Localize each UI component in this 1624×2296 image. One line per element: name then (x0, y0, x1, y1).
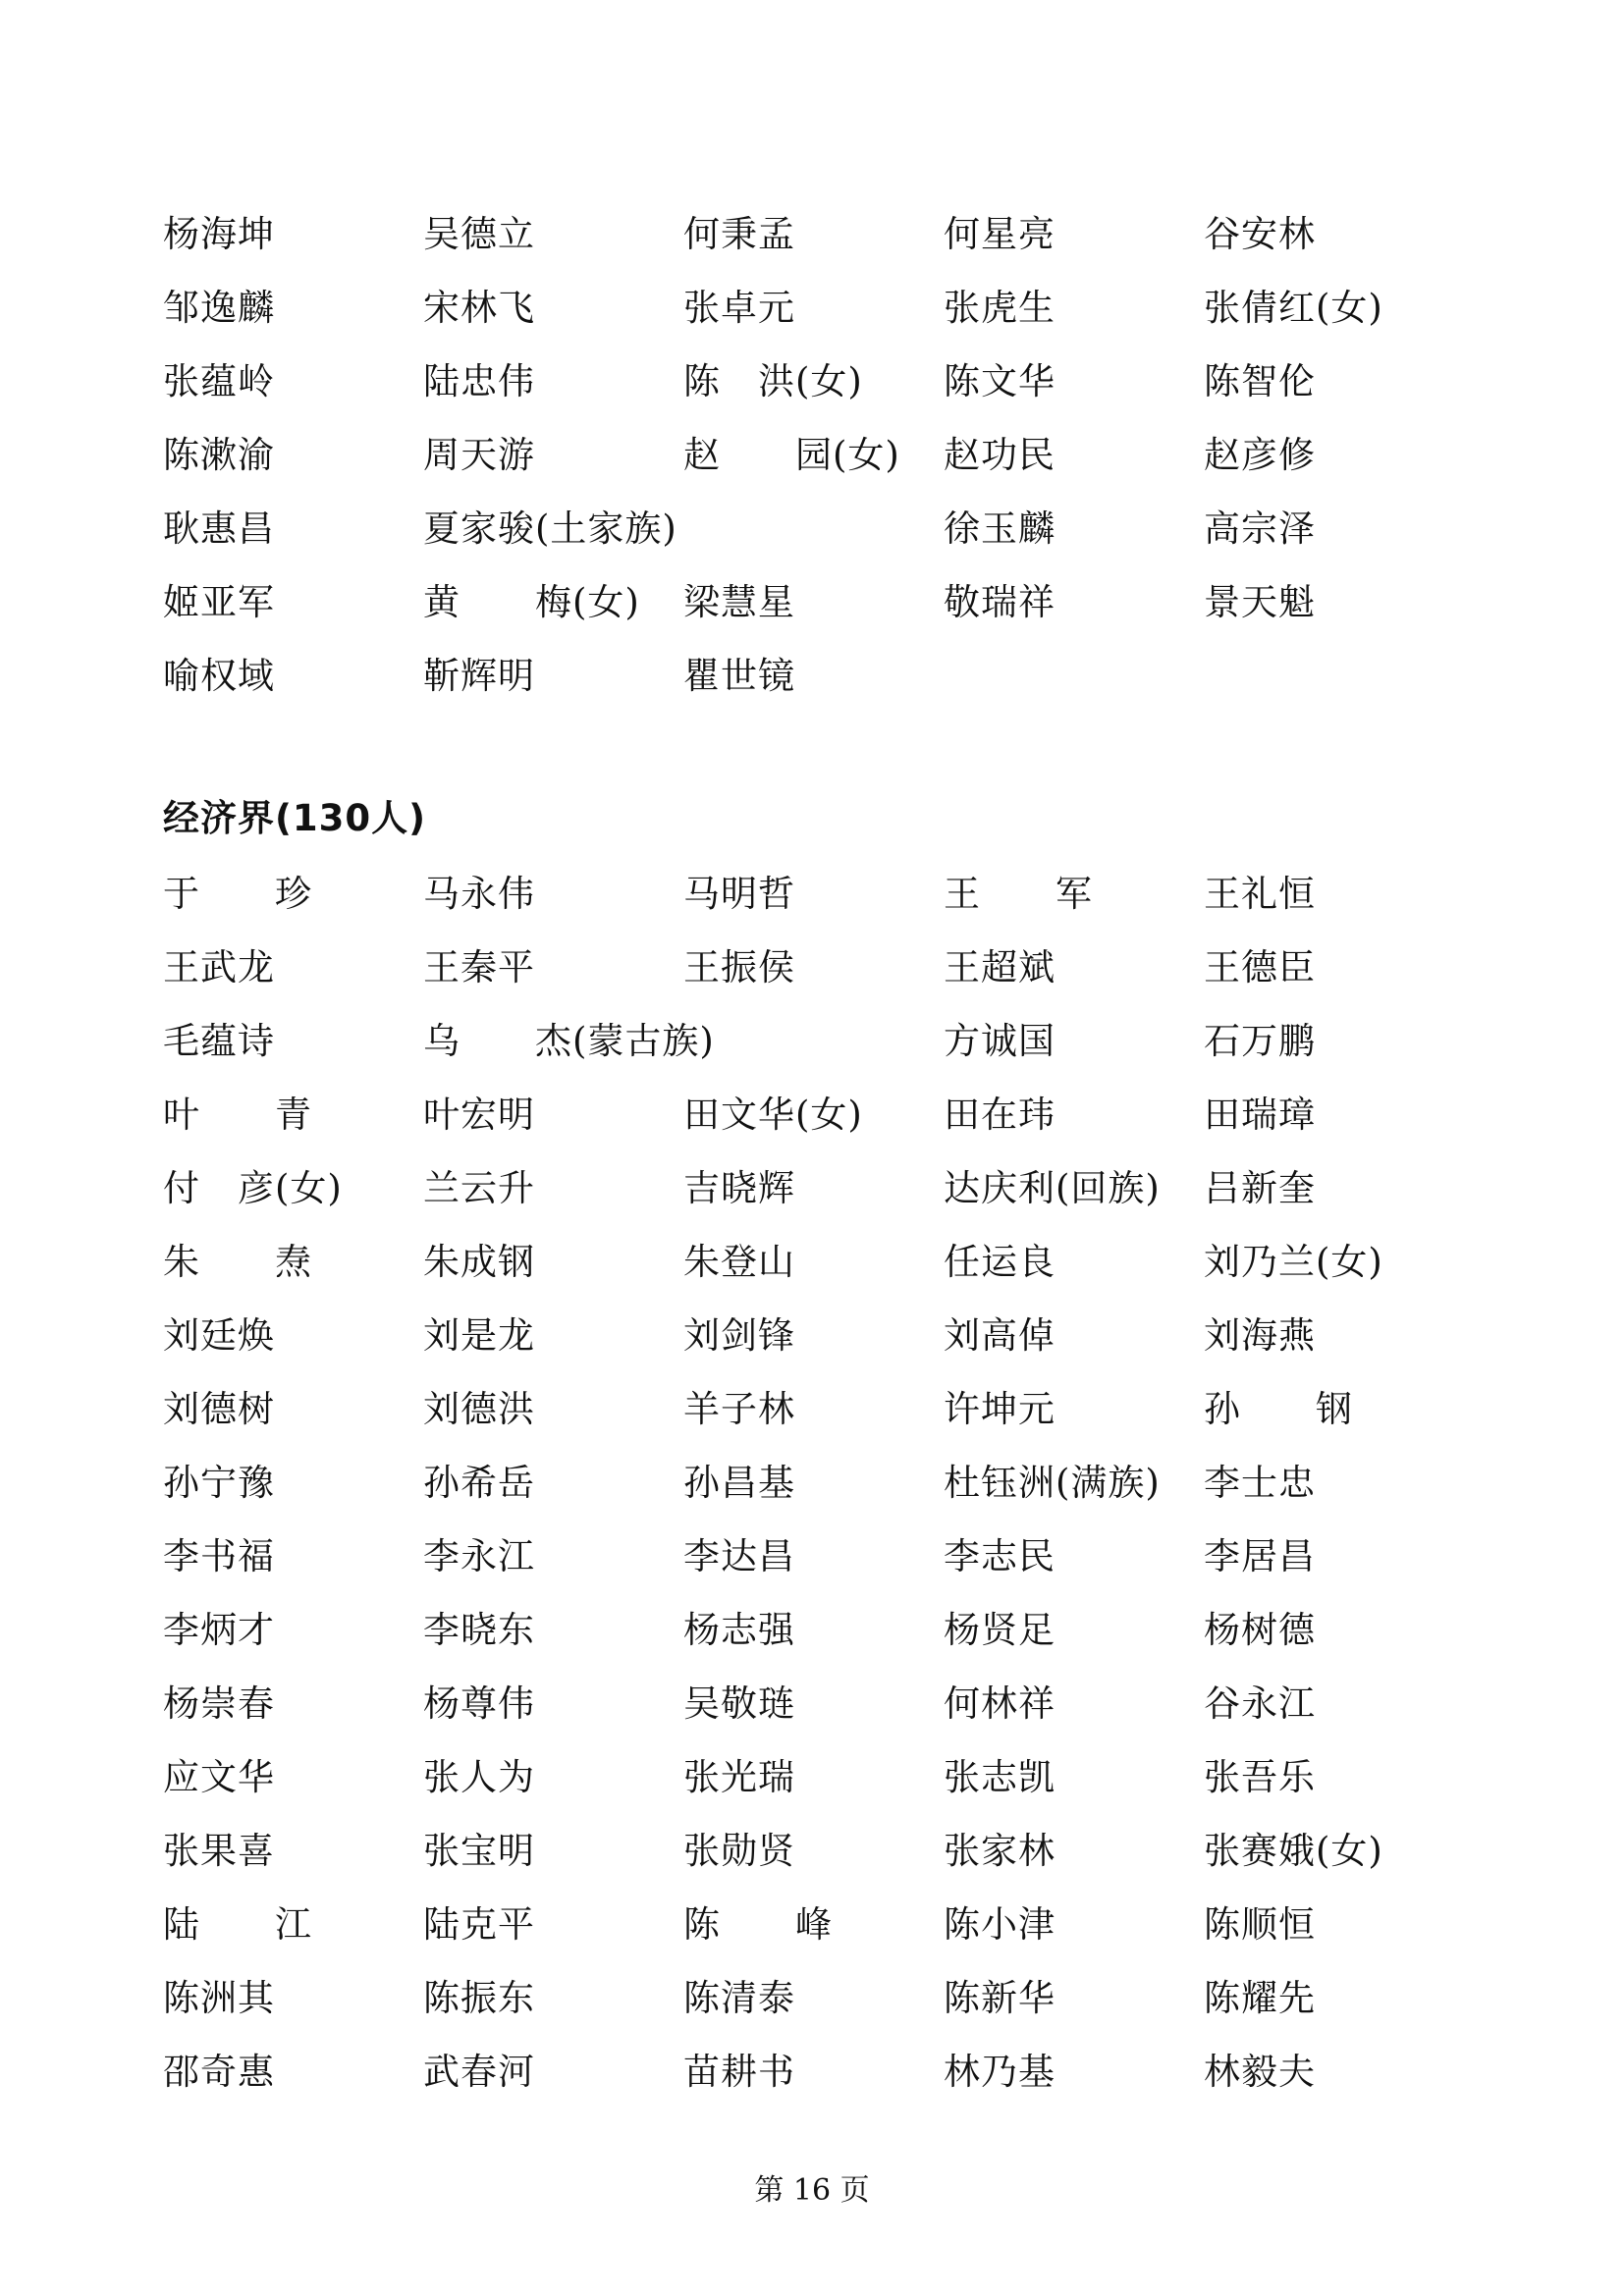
name-cell: 陆忠伟 (423, 360, 535, 402)
name-row (163, 1603, 1469, 1658)
name-cell: 周天游 (423, 434, 535, 476)
name-cell: 张倩红(女) (1204, 287, 1383, 329)
name-row (163, 940, 1469, 995)
name-cell: 吕新奎 (1204, 1167, 1316, 1209)
name-cell: 刘乃兰(女) (1204, 1241, 1383, 1283)
name-cell: 景天魁 (1204, 581, 1316, 623)
name-cell: 朱成钢 (423, 1241, 535, 1283)
name-row (163, 1897, 1469, 1952)
name-cell: 耿惠昌 (163, 507, 275, 550)
name-cell: 刘廷焕 (163, 1314, 275, 1357)
name-cell: 杨海坤 (163, 213, 275, 255)
name-cell: 赵 园(女) (683, 434, 900, 476)
name-cell: 杨贤足 (944, 1609, 1056, 1651)
name-cell: 陈清泰 (683, 1977, 795, 2019)
name-cell: 吴敬琏 (683, 1682, 795, 1725)
name-cell: 李达昌 (683, 1535, 795, 1577)
name-cell: 田瑞璋 (1204, 1094, 1316, 1136)
name-cell: 石万鹏 (1204, 1020, 1316, 1062)
name-cell: 陈文华 (944, 360, 1056, 402)
name-row (163, 1382, 1469, 1437)
name-row (163, 1529, 1469, 1584)
name-cell: 达庆利(回族) (944, 1167, 1161, 1209)
name-cell: 王振侯 (683, 946, 795, 988)
name-cell: 张光瑞 (683, 1756, 795, 1798)
name-cell: 杜钰洲(满族) (944, 1462, 1161, 1504)
name-cell: 黄 梅(女) (423, 581, 640, 623)
name-cell: 吉晓辉 (683, 1167, 795, 1209)
name-cell: 应文华 (163, 1756, 275, 1798)
name-cell: 叶宏明 (423, 1094, 535, 1136)
name-row (163, 502, 1469, 557)
name-cell: 何林祥 (944, 1682, 1056, 1725)
name-cell: 敬瑞祥 (944, 581, 1056, 623)
name-cell: 梁慧星 (683, 581, 795, 623)
name-cell: 武春河 (423, 2051, 535, 2093)
name-cell: 邹逸麟 (163, 287, 275, 329)
name-row (163, 1161, 1469, 1216)
name-cell: 朱 焘 (163, 1241, 312, 1283)
name-cell: 陈振东 (423, 1977, 535, 2019)
name-cell: 孙 钢 (1204, 1388, 1353, 1430)
name-cell: 高宗泽 (1204, 507, 1316, 550)
name-cell: 喻权域 (163, 655, 275, 697)
name-cell: 何星亮 (944, 213, 1056, 255)
name-cell: 陆 江 (163, 1903, 312, 1946)
name-row (163, 2045, 1469, 2100)
name-cell: 乌 杰(蒙古族) (423, 1020, 715, 1062)
name-cell: 陈 峰 (683, 1903, 833, 1946)
name-cell: 马明哲 (683, 873, 795, 915)
name-cell: 张勋贤 (683, 1830, 795, 1872)
name-row (163, 1971, 1469, 2026)
name-cell: 羊子林 (683, 1388, 795, 1430)
name-row (163, 281, 1469, 336)
name-cell: 谷永江 (1204, 1682, 1316, 1725)
name-cell: 叶 青 (163, 1094, 312, 1136)
name-cell: 张赛娥(女) (1204, 1830, 1383, 1872)
name-cell: 毛蕴诗 (163, 1020, 275, 1062)
name-cell: 方诚国 (944, 1020, 1056, 1062)
name-cell: 夏家骏(土家族) (423, 507, 677, 550)
name-cell: 马永伟 (423, 873, 535, 915)
name-row (163, 207, 1469, 262)
name-cell: 李书福 (163, 1535, 275, 1577)
name-cell: 王德臣 (1204, 946, 1316, 988)
name-cell: 刘高倬 (944, 1314, 1056, 1357)
name-cell: 何秉孟 (683, 213, 795, 255)
name-cell: 许坤元 (944, 1388, 1056, 1430)
name-cell: 吴德立 (423, 213, 535, 255)
name-cell: 徐玉麟 (944, 507, 1056, 550)
name-cell: 刘是龙 (423, 1314, 535, 1357)
name-row (163, 1088, 1469, 1143)
name-cell: 孙宁豫 (163, 1462, 275, 1504)
name-row (163, 1750, 1469, 1805)
name-row (163, 1014, 1469, 1069)
name-cell: 林毅夫 (1204, 2051, 1316, 2093)
name-row (163, 1824, 1469, 1879)
name-cell: 张人为 (423, 1756, 535, 1798)
name-cell: 陈 洪(女) (683, 360, 863, 402)
name-cell: 姬亚军 (163, 581, 275, 623)
name-cell: 陈新华 (944, 1977, 1056, 2019)
name-cell: 王 军 (944, 873, 1093, 915)
name-cell: 李居昌 (1204, 1535, 1316, 1577)
name-cell: 王秦平 (423, 946, 535, 988)
name-cell: 陈智伦 (1204, 360, 1316, 402)
name-cell: 任运良 (944, 1241, 1056, 1283)
name-row (163, 867, 1469, 922)
name-cell: 张志凯 (944, 1756, 1056, 1798)
name-cell: 邵奇惠 (163, 2051, 275, 2093)
name-cell: 张蕴岭 (163, 360, 275, 402)
name-cell: 李炳才 (163, 1609, 275, 1651)
name-cell: 靳辉明 (423, 655, 535, 697)
name-row (163, 1235, 1469, 1290)
name-cell: 刘剑锋 (683, 1314, 795, 1357)
name-cell: 陈耀先 (1204, 1977, 1316, 2019)
name-cell: 李永江 (423, 1535, 535, 1577)
name-cell: 陈顺恒 (1204, 1903, 1316, 1946)
name-cell: 林乃基 (944, 2051, 1056, 2093)
name-cell: 刘德树 (163, 1388, 275, 1430)
name-cell: 张宝明 (423, 1830, 535, 1872)
name-cell: 张家林 (944, 1830, 1056, 1872)
name-cell: 杨志强 (683, 1609, 795, 1651)
name-cell: 陆克平 (423, 1903, 535, 1946)
name-cell: 赵功民 (944, 434, 1056, 476)
name-cell: 李晓东 (423, 1609, 535, 1651)
name-cell: 谷安林 (1204, 213, 1316, 255)
name-cell: 王超斌 (944, 946, 1056, 988)
name-cell: 田在玮 (944, 1094, 1056, 1136)
name-cell: 刘德洪 (423, 1388, 535, 1430)
name-cell: 于 珍 (163, 873, 312, 915)
name-cell: 瞿世镜 (683, 655, 795, 697)
name-cell: 付 彦(女) (163, 1167, 343, 1209)
name-cell: 张虎生 (944, 287, 1056, 329)
name-cell: 李志民 (944, 1535, 1056, 1577)
name-cell: 张果喜 (163, 1830, 275, 1872)
name-row (163, 1677, 1469, 1732)
name-row (163, 1456, 1469, 1511)
name-cell: 赵彦修 (1204, 434, 1316, 476)
name-row (163, 428, 1469, 483)
name-cell: 张卓元 (683, 287, 795, 329)
name-cell: 王武龙 (163, 946, 275, 988)
name-cell: 陈小津 (944, 1903, 1056, 1946)
name-cell: 陈漱渝 (163, 434, 275, 476)
name-cell: 宋林飞 (423, 287, 535, 329)
name-cell: 陈洲其 (163, 1977, 275, 2019)
name-row (163, 575, 1469, 630)
name-cell: 杨崇春 (163, 1682, 275, 1725)
name-cell: 李士忠 (1204, 1462, 1316, 1504)
name-row (163, 649, 1469, 704)
name-cell: 兰云升 (423, 1167, 535, 1209)
name-cell: 朱登山 (683, 1241, 795, 1283)
name-cell: 孙希岳 (423, 1462, 535, 1504)
name-cell: 刘海燕 (1204, 1314, 1316, 1357)
name-cell: 杨尊伟 (423, 1682, 535, 1725)
name-cell: 王礼恒 (1204, 873, 1316, 915)
name-cell: 杨树德 (1204, 1609, 1316, 1651)
name-cell: 孙昌基 (683, 1462, 795, 1504)
name-cell: 田文华(女) (683, 1094, 863, 1136)
name-cell: 苗耕书 (683, 2051, 795, 2093)
name-cell: 张吾乐 (1204, 1756, 1316, 1798)
name-row (163, 1308, 1469, 1363)
page-number: 第 16 页 (754, 2173, 870, 2208)
name-row (163, 354, 1469, 409)
section-title-economy: 经济界(130人) (163, 797, 427, 839)
